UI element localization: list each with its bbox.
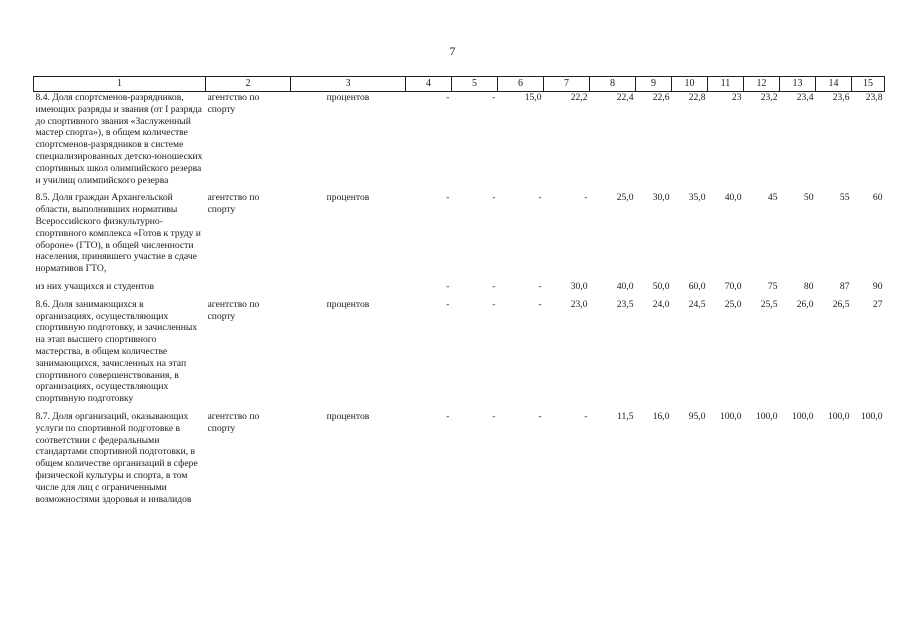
indicator-cell: из них учащихся и студентов <box>35 280 154 292</box>
indicator-cell: 8.4. Доля спортсменов-разрядников, имеющих разряды и звания (от I разряда до спортивного звания «Заслуженный мастер спорта»), в общем количестве спортсменов-разрядников в системе специализированных детско-юношеских спортивных школ олимпийского резерва и училищ олимпийского резерва <box>35 92 203 186</box>
value-cell: 100,0 <box>755 410 778 422</box>
value-cell: - <box>446 298 450 310</box>
unit-cell <box>291 281 406 293</box>
value-cell: - <box>538 298 542 310</box>
column-header: 14 <box>816 77 852 92</box>
value-cell: 22,8 <box>688 92 706 103</box>
value-cell: 22,2 <box>570 92 588 103</box>
value-cell: 100,0 <box>791 410 814 422</box>
column-header: 2 <box>206 77 291 92</box>
value-cell: 23,8 <box>865 92 883 103</box>
value-cell: - <box>538 280 542 292</box>
indicator-cell: 8.7. Доля организаций, оказывающих услуги по спортивной подготовке в соответствии с федеральными стандартами спортивной подготовки, в общем количестве организаций в сфере физической культуры и спорта, в том числе для лиц с ограниченными возможностями здоровья и инвалидов <box>35 410 198 505</box>
column-header: 12 <box>744 77 780 92</box>
value-cell: 24,0 <box>652 298 670 310</box>
agency-cell: агентство по спорту <box>207 410 260 434</box>
agency-cell: агентство по спорту <box>207 192 260 216</box>
value-cell: 26,0 <box>796 298 814 310</box>
value-cell: 15,0 <box>524 92 542 103</box>
value-cell: 30,0 <box>652 192 670 204</box>
value-cell: - <box>446 92 450 103</box>
value-cell: 50 <box>803 192 814 204</box>
value-cell: - <box>584 192 588 204</box>
value-cell: - <box>446 280 450 292</box>
column-header: 9 <box>636 77 672 92</box>
value-cell: - <box>584 410 588 422</box>
value-cell: 75 <box>767 280 778 292</box>
value-cell: 24,5 <box>688 298 706 310</box>
value-cell: 45 <box>767 192 778 204</box>
column-header: 4 <box>406 77 452 92</box>
header-row <box>34 77 885 92</box>
value-cell: 25,0 <box>724 298 742 310</box>
value-cell: 26,5 <box>832 298 850 310</box>
column-header: 8 <box>590 77 636 92</box>
value-cell: - <box>492 410 496 422</box>
value-cell: 23,2 <box>760 92 778 103</box>
value-cell: 30,0 <box>570 280 588 292</box>
value-cell: 11,5 <box>617 410 634 422</box>
column-header: 3 <box>291 77 406 92</box>
column-header: 7 <box>544 77 590 92</box>
table-row <box>34 281 885 293</box>
value-cell: 22,4 <box>616 92 634 103</box>
column-header: 5 <box>452 77 498 92</box>
value-cell: - <box>538 410 542 422</box>
value-cell: 16,0 <box>652 410 670 422</box>
value-cell: 100,0 <box>860 410 883 422</box>
unit-cell: процентов <box>326 298 370 310</box>
value-cell: 50,0 <box>652 280 670 292</box>
value-cell: 25,5 <box>760 298 778 310</box>
value-cell: 87 <box>839 280 850 292</box>
value-cell: 95,0 <box>688 410 706 422</box>
table-row <box>34 299 885 405</box>
value-cell: - <box>492 92 496 103</box>
value-cell: - <box>492 280 496 292</box>
column-header: 6 <box>498 77 544 92</box>
table-row <box>34 192 885 275</box>
column-header: 1 <box>34 77 206 92</box>
indicators-table <box>33 76 885 505</box>
unit-cell: процентов <box>326 92 370 103</box>
value-cell: 70,0 <box>724 280 742 292</box>
value-cell: 23,5 <box>616 298 634 310</box>
value-cell: 23,0 <box>570 298 588 310</box>
value-cell: - <box>538 192 542 204</box>
value-cell: - <box>446 410 450 422</box>
value-cell: 22,6 <box>652 92 670 103</box>
value-cell: 23 <box>731 92 742 103</box>
table-row <box>34 411 885 505</box>
agency-cell: агентство по спорту <box>207 92 260 115</box>
value-cell: - <box>492 192 496 204</box>
value-cell: 23,6 <box>832 92 850 103</box>
value-cell: 55 <box>839 192 850 204</box>
value-cell: 60,0 <box>688 280 706 292</box>
unit-cell: процентов <box>326 192 370 204</box>
value-cell: - <box>446 192 450 204</box>
value-cell: 40,0 <box>616 280 634 292</box>
value-cell: 100,0 <box>827 410 850 422</box>
column-header: 15 <box>852 77 885 92</box>
value-cell: 27 <box>872 298 883 310</box>
page-number: 7 <box>449 44 456 58</box>
value-cell: 25,0 <box>616 192 634 204</box>
agency-cell: агентство по спорту <box>207 298 260 322</box>
value-cell: - <box>492 298 496 310</box>
indicator-cell: 8.6. Доля занимающихся в организациях, осуществляющих спортивную подготовку, и зачисленных на этап высшего спортивного мастерства, в общем количестве занимающихся, зачисленных на этап спортивного совершенствования, в организациях, осуществляющих спортивную подготовку <box>35 298 198 405</box>
agency-cell <box>206 281 291 293</box>
column-header: 11 <box>708 77 744 92</box>
indicator-cell: 8.5. Доля граждан Архангельской области, выполнивших нормативы Всероссийского физкультурно-спортивного комплекса «Готов к труду и обороне» (ГТО), в общей численности населения, принявшего участие в сдаче нормативов ГТО, <box>35 192 201 275</box>
value-cell: 100,0 <box>719 410 742 422</box>
table-row <box>34 92 885 187</box>
unit-cell: процентов <box>326 410 370 422</box>
column-header: 13 <box>780 77 816 92</box>
value-cell: 40,0 <box>724 192 742 204</box>
value-cell: 80 <box>803 280 814 292</box>
column-header: 10 <box>672 77 708 92</box>
value-cell: 90 <box>872 280 883 292</box>
value-cell: 35,0 <box>688 192 706 204</box>
value-cell: 60 <box>872 192 883 204</box>
value-cell: 23,4 <box>796 92 814 103</box>
